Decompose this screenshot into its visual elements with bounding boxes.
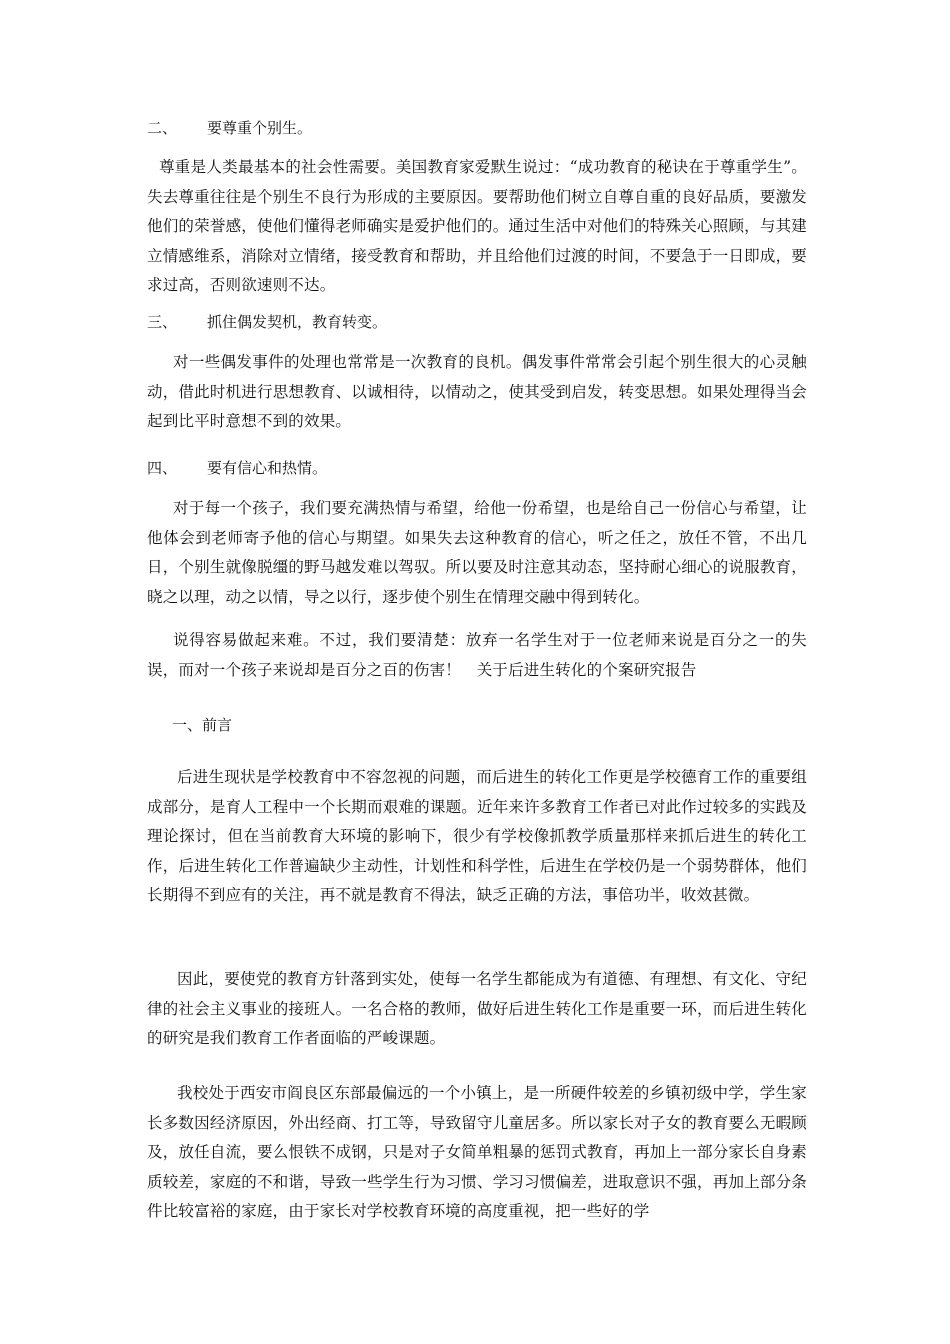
section-title: 抓住偶发契机，教育转变。 xyxy=(207,313,388,331)
paragraph-opportunity: 对一些偶发事件的处理也常常是一次教育的良机。偶发事件常常会引起个别生很大的心灵触动，借此时机进行思想教育、以诚相待，以情动之，使其受到启发，转变思想。如果处理得当会起到比平时意想不到的效果。 xyxy=(147,353,807,430)
paragraph-confidence: 对于每一个孩子，我们要充满热情与希望，给他一份希望，也是给自己一份信心与希望，让他体会到老师寄予他的信心与期望。如果失去这种教育的信心，听之任之，放任不管，不出几日，个别生就像脱缰的野马越发难以驾驭。所以要及时注意其动态，坚持耐心细心的说服教育，晓之以理，动之以情，导之以行，逐步使个别生在情理交融中得到转化。 xyxy=(147,499,807,606)
section-title: 要有信心和热情。 xyxy=(207,459,328,477)
paragraph-preface-2: 因此，要使党的教育方针落到实处，使每一名学生都能成为有道德、有理想、有文化、守纪律的社会主义事业的接班人。一名合格的教师，做好后进生转化工作是重要一环，而后进生转化的研究是我们教育工作者面临的严峻课题。 xyxy=(147,970,807,1047)
paragraph-closing: 说得容易做起来难。不过，我们要清楚：放弃一名学生对于一位老师来说是百分之一的失误，而对一个孩子来说却是百分之百的伤害！ 关于后进生转化的个案研究报告 xyxy=(147,631,807,679)
section-heading-four xyxy=(147,458,327,478)
section-number: 三、 xyxy=(147,313,178,331)
section-number: 四、 xyxy=(147,459,178,477)
paragraph-preface-1: 后进生现状是学校教育中不容忽视的问题，而后进生的转化工作更是学校德育工作的重要组成部分，是育人工程中一个长期而艰难的课题。近年来许多教育工作者已对此作过较多的实践及理论探讨，但在当前教育大环境的影响下，很少有学校像抓教学质量那样来抓后进生的转化工作，后进生转化工作普遍缺少主动性，计划性和科学性，后进生在学校仍是一个弱势群体，他们长期得不到应有的关注，再不就是教育不得法，缺乏正确的方法，事倍功半，收效甚微。 xyxy=(147,768,807,904)
section-heading-three xyxy=(147,312,387,332)
section-heading-two xyxy=(147,118,312,138)
paragraph-respect: 尊重是人类最基本的社会性需要。美国教育家爱默生说过：“成功教育的秘诀在于尊重学生”。失去尊重往往是个别生不良行为形成的主要原因。要帮助他们树立自尊自重的良好品质，要激发他们的荣誉感，使他们懂得老师确实是爱护他们的。通过生活中对他们的特殊关心照顾，与其建立情感维系，消除对立情绪，接受教育和帮助，并且给他们过渡的时间，不要急于一日即成，要求过高，否则欲速则不达。 xyxy=(147,158,807,294)
preface-heading: 一、前言 xyxy=(172,716,233,734)
paragraph-preface-3: 我校处于西安市阎良区东部最偏远的一个小镇上，是一所硬件较差的乡镇初级中学，学生家长多数因经济原因，外出经商、打工等，导致留守儿童居多。所以家长对子女的教育要么无暇顾及，放任自流，要么恨铁不成钢，只是对子女简单粗暴的惩罚式教育，再加上一部分家长自身素质较差，家庭的不和谐，导致一些学生行为习惯、学习习惯偏差，进取意识不强，再加上部分条件比较富裕的家庭，由于家长对学校教育环境的高度重视，把一些好的学 xyxy=(147,1084,807,1220)
section-title: 要尊重个别生。 xyxy=(207,119,313,137)
section-number: 二、 xyxy=(147,119,178,137)
